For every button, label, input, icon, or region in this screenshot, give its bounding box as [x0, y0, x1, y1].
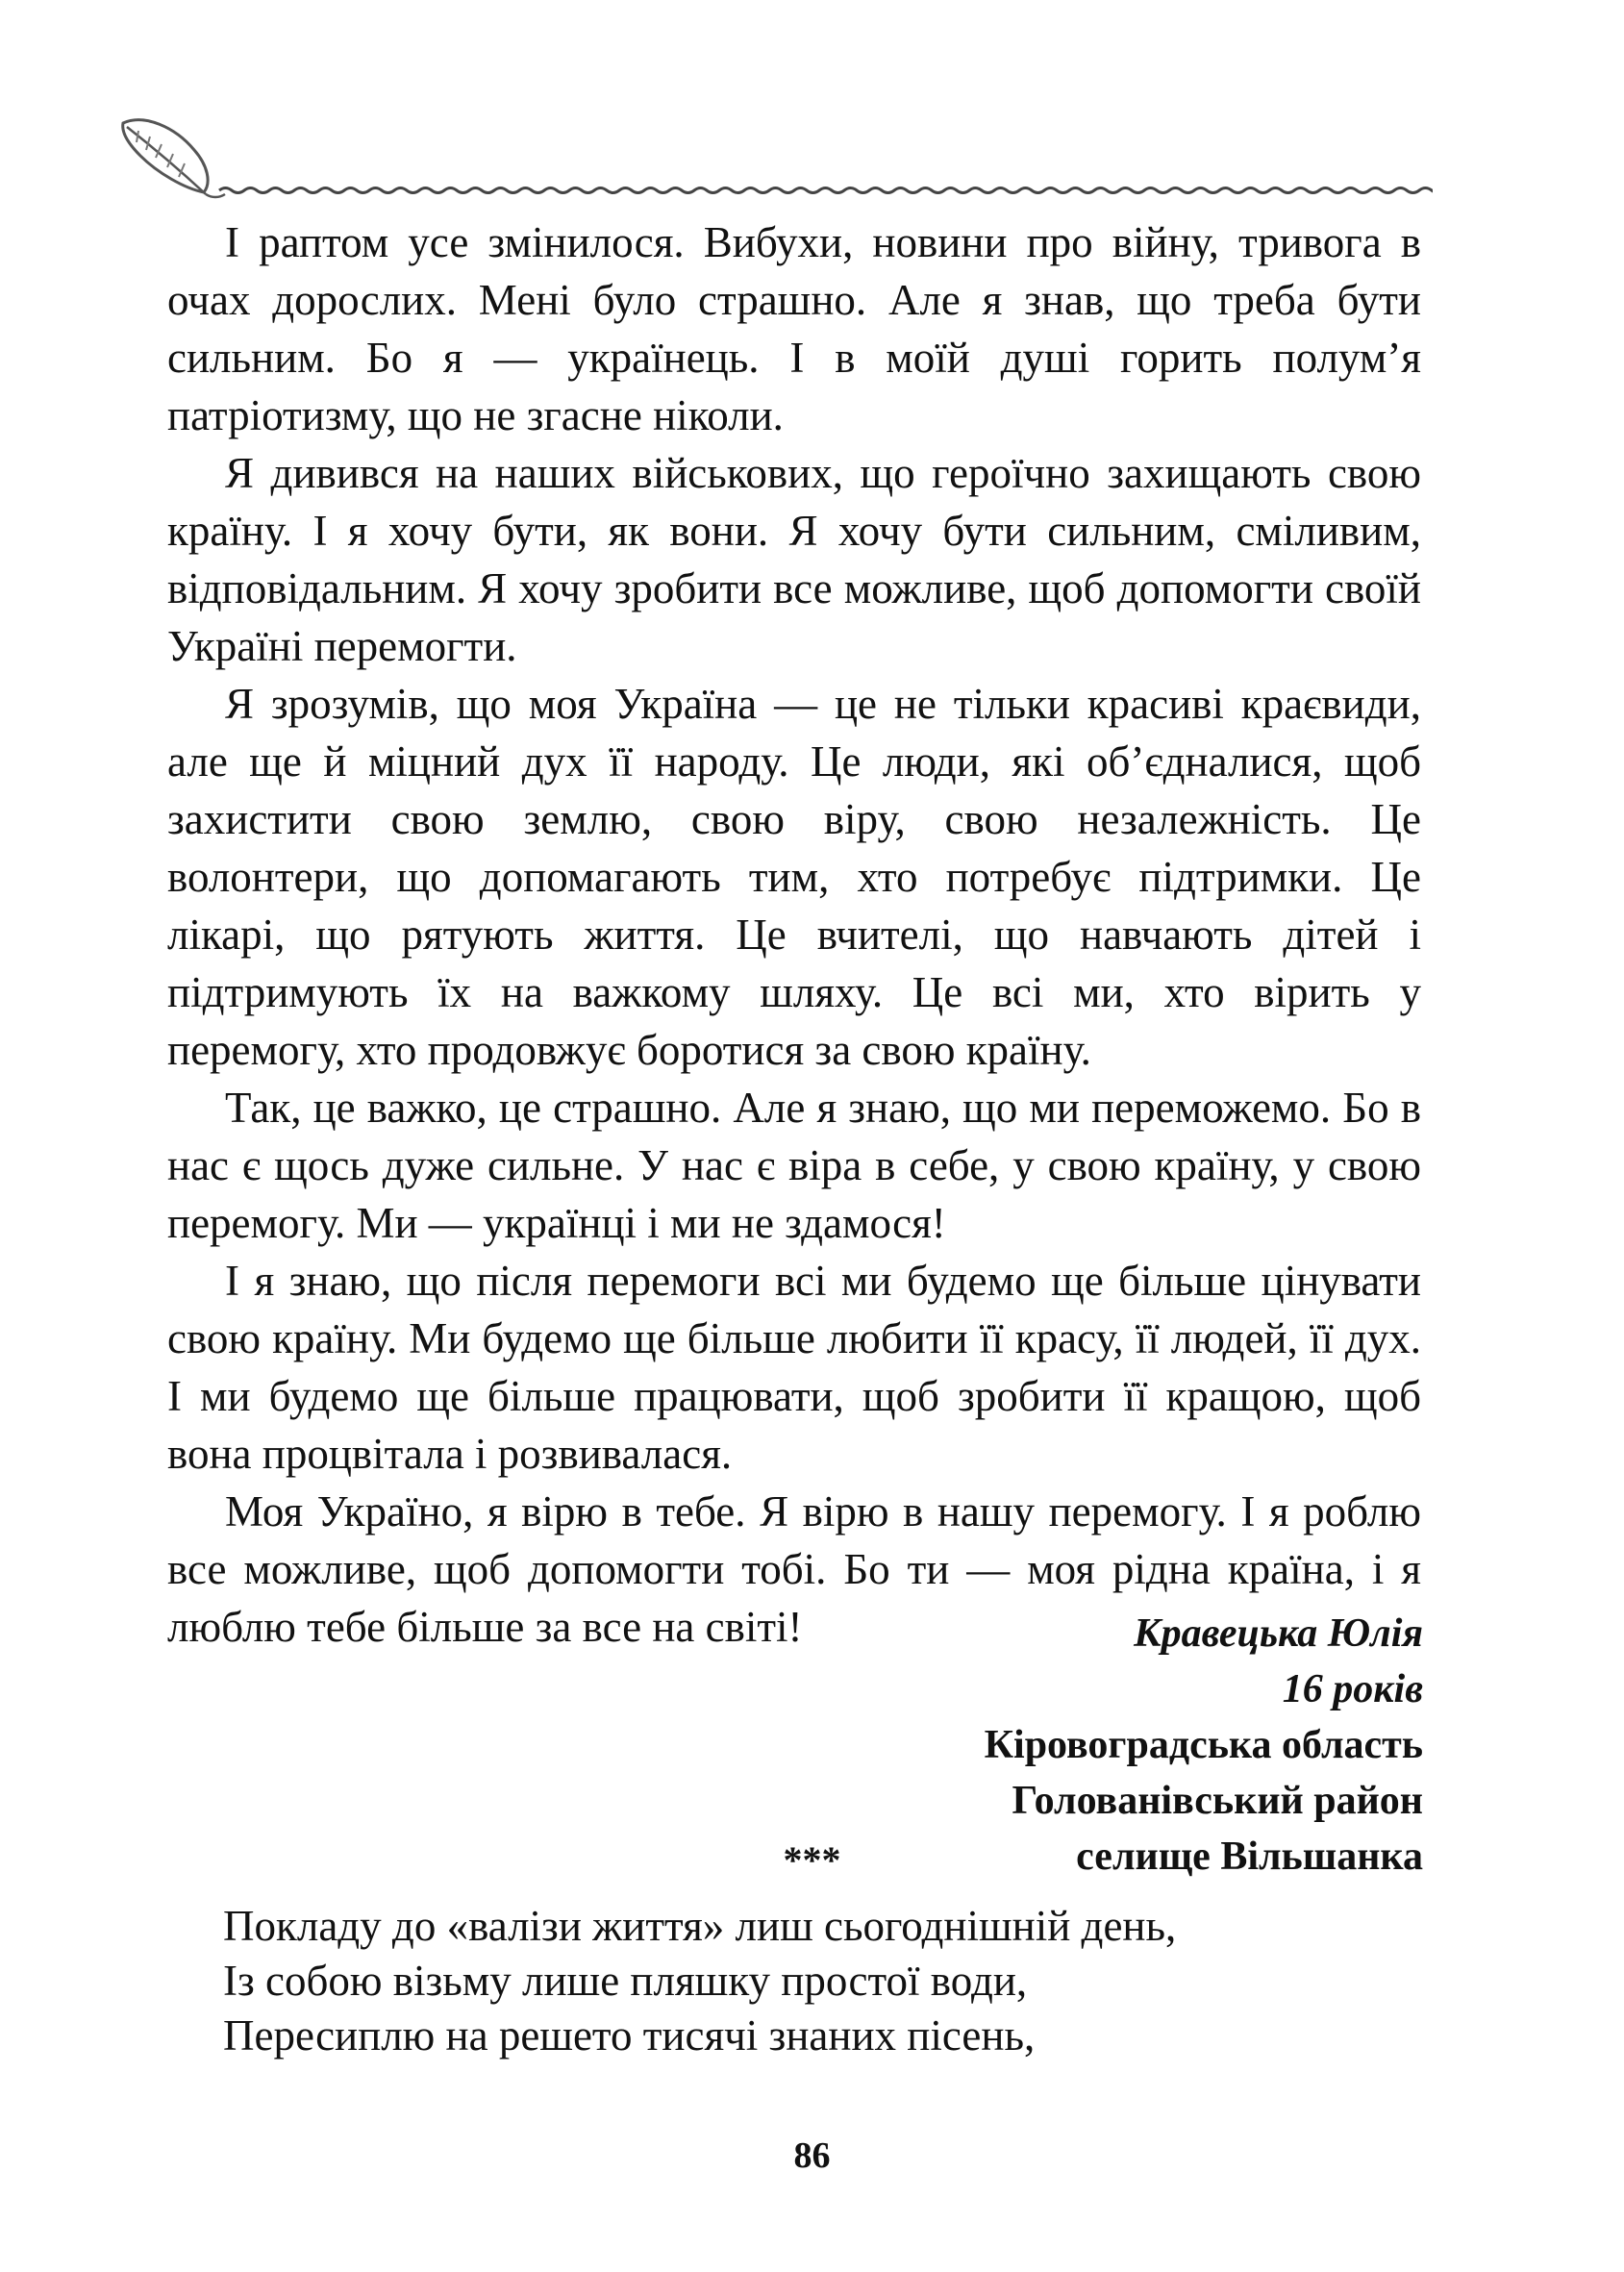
author-name: Кравецька Юлія	[1134, 1611, 1423, 1656]
paragraph: І раптом усе змінилося. Вибухи, новини про війну, тривога в очах дорослих. Мені було страшно. Але я знав, що треба бути сильним. Бо я — українець. І в моїй душі горить полум’я патріотизму, що не згасне ніколи.	[167, 218, 1421, 439]
poem-line: Пересиплю на решето тисячі знаних пісень,	[223, 2011, 1036, 2060]
page-number: 86	[793, 2135, 831, 2176]
wavy-divider	[219, 188, 1433, 193]
author-district: Голованівський район	[1012, 1779, 1423, 1823]
paragraph: Я зрозумів, що моя Україна — це не тільки красиві краєвиди, але ще й міцний дух її народу. Це люди, які об’єдналися, щоб захистити свою землю, свою віру, свою незалежність. Це волонтери, що допомагають тим, хто потребує підтримки. Це лікарі, що рятують життя. Це вчителі, що навчають дітей і підтримують їх на важкому шляху. Це всі ми, хто вірить у перемогу, хто продовжує боротися за свою країну.	[167, 680, 1421, 1074]
paragraph: Моя Україно, я вірю в тебе. Я вірю в нашу перемогу. І я роблю все можливе, щоб допомогти тобі. Бо ти — моя рідна країна, і я люблю тебе більше за все на світі!	[167, 1487, 1421, 1651]
section-separator: ***	[783, 1838, 841, 1882]
header-ornament	[115, 106, 1433, 202]
feather-quill-icon	[123, 120, 225, 197]
author-region: Кіровоградська область	[984, 1723, 1423, 1767]
author-village: селище Вільшанка	[1076, 1835, 1423, 1879]
paragraph: Я дивився на наших військових, що героїчно захищають свою країну. І я хочу бути, як вони. Я хочу бути сильним, сміливим, відповідальним. Я хочу зробити все можливе, щоб допомогти своїй Україні перемогти.	[167, 449, 1421, 670]
author-age: 16 років	[1282, 1667, 1423, 1711]
paragraph: І я знаю, що після перемоги всі ми будемо ще більше цінувати свою країну. Ми будемо ще більше любити її красу, її людей, її дух. І ми будемо ще більше працювати, щоб зробити її кращою, щоб вона процвітала і розвивалася.	[167, 1257, 1421, 1478]
poem-line: Із собою візьму лише пляшку простої води,	[223, 1957, 1028, 2005]
paragraph: Так, це важко, це страшно. Але я знаю, що ми переможемо. Бо в нас є щось дуже сильне. У нас є віра в себе, у свою країну, у свою перемогу. Ми — українці і ми не здамося!	[167, 1084, 1421, 1247]
poem	[223, 1899, 1425, 2063]
article-body	[167, 213, 1421, 1656]
poem-line: Покладу до «валізи життя» лиш сьогоднішній день,	[223, 1902, 1177, 1950]
